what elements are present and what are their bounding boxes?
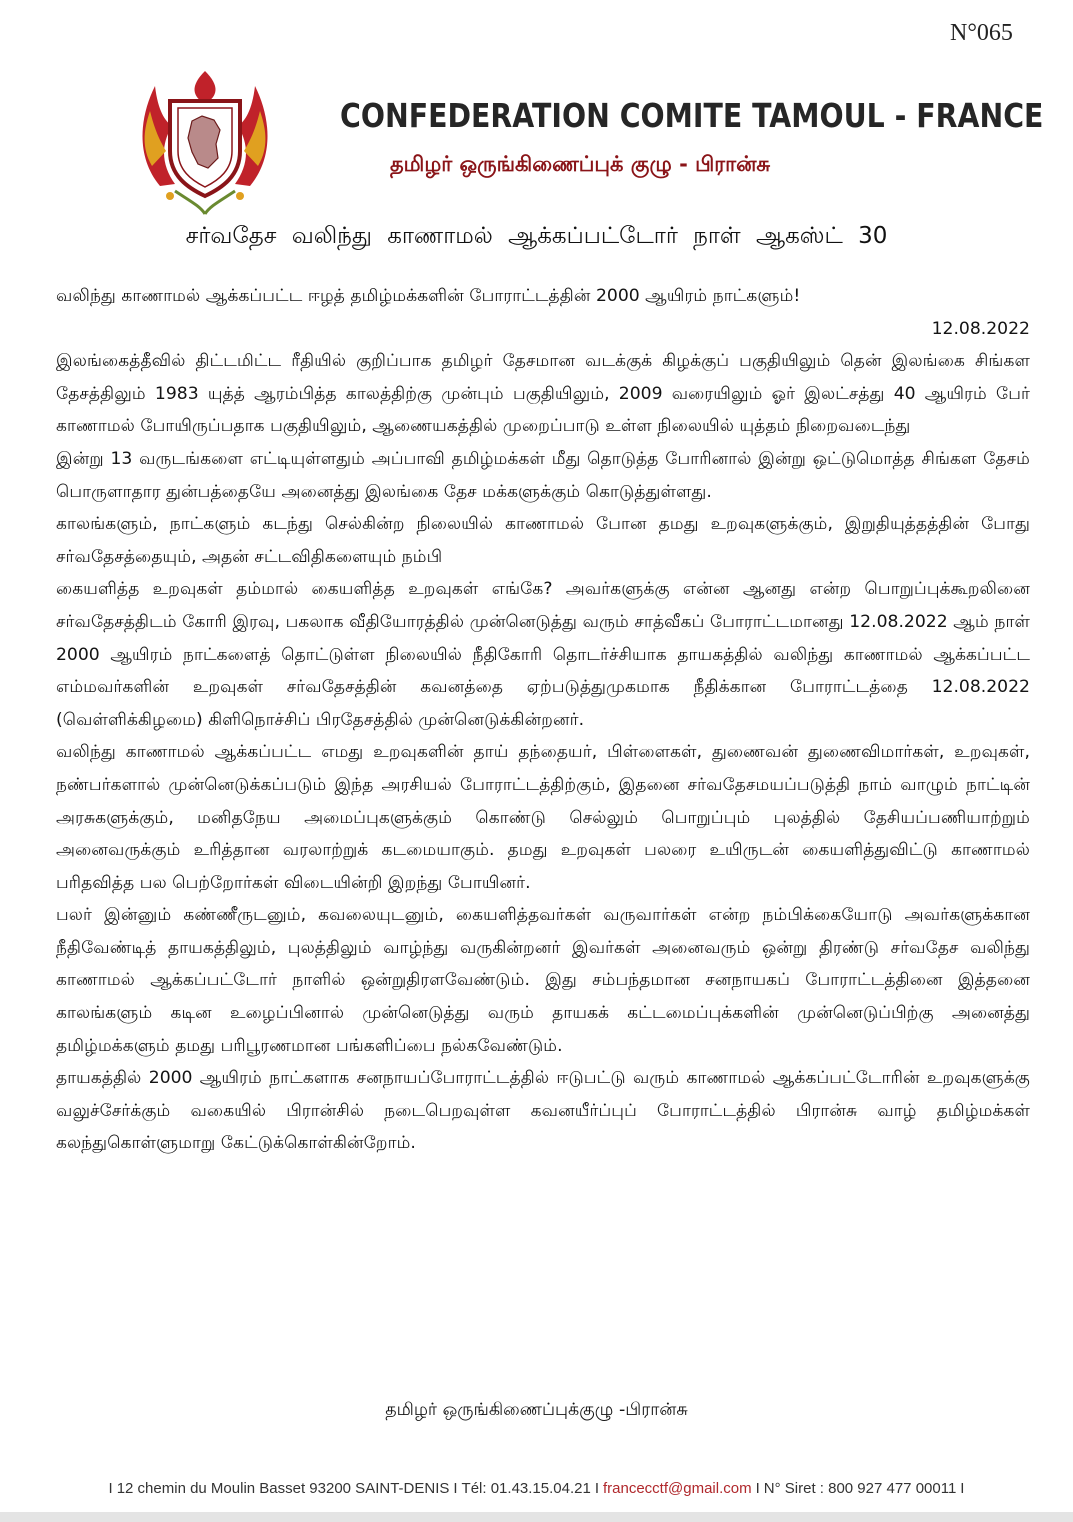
document-date: 12.08.2022: [931, 318, 1030, 339]
paragraph: கையளித்த உறவுகள் தம்மால் கையளித்த உறவுகள் எங்கே? அவர்களுக்கு என்ன ஆனது என்ற பொறுப்புக்கூறலினை சர்வதேசத்திடம் கோரி இரவு, பகலாக வீதியோரத்தில் முன்னெடுத்து வரும் சாத்வீகப் போராட்டமானது 12.08.2022 ஆம் நாள் 2000 ஆயிரம் நாட்களைத் தொட்டுள்ள நிலையில் நீதிகோரி தொடர்ச்சியாக தாயகத்தில் வலிந்து காணாமல் ஆக்கப்பட்ட எம்மவர்களின் உறவுகள் சர்வதேசத்தின் கவனத்தை ஏற்படுத்துமுகமாக நீதிக்கான போராட்டத்தை 12.08.2022 (வெள்ளிக்கிழமை) கிளிநொச்சிப் பிரதேசத்தில் முன்னெடுக்கின்றனர்.: [56, 579, 1030, 730]
footer-address: 12 chemin du Moulin Basset 93200 SAINT-DENIS: [116, 1480, 450, 1497]
paragraph: இலங்கைத்தீவில் திட்டமிட்ட ரீதியில் குறிப்பாக தமிழர் தேசமான வடக்குக் கிழக்குப் பகுதியிலும் தென் இலங்கை சிங்கள தேசத்திலும் 1983 யுத்த் ஆரம்பித்த காலத்திற்கு முன்பும் பகுதியிலும், 2009 வரையிலும் ஓர் இலட்சத்து 40 ஆயிரம் பேர் காணாமல் போயிருப்பதாக பகுதியிலும், ஆணையகத்தில் முறைப்பாடு உள்ள நிலையில் யுத்தம் நிறைவடைந்து: [56, 351, 1030, 437]
footer: I 12 chemin du Moulin Basset 93200 SAINT-DENIS I Tél: 01.43.15.04.21 I francecctf@gmail.com I N° Siret : 800 927 477 00011 I: [108, 1480, 965, 1497]
signature: தமிழர் ஒருங்கிணைப்புக்குழு -பிரான்சு: [385, 1400, 688, 1420]
paragraph: இன்று 13 வருடங்களை எட்டியுள்ளதும் அப்பாவி தமிழ்மக்கள் மீது தொடுத்த போரினால் இன்று ஒட்டுமொத்த சிங்கள தேசம் பொருளாதார துன்பத்தையே அனைத்து இலங்கை தேச மக்களுக்கும் கொடுத்துள்ளது.: [56, 448, 1030, 502]
page-title: சர்வதேச வலிந்து காணாமல் ஆக்கப்பட்டோர் நாள் ஆகஸ்ட் 30: [185, 223, 888, 249]
paragraph: காலங்களும், நாட்களும் கடந்து செல்கின்ற நிலையில் காணாமல் போன தமது உறவுகளுக்கும், இறுதியுத்தத்தின் போது சர்வதேசத்தையும், அதன் சட்டவிதிகளையும் நம்பி: [56, 514, 1030, 567]
organization-name-ta: தமிழர் ஒருங்கிணைப்புக் குழு - பிரான்சு: [390, 152, 771, 176]
paragraph: பலர் இன்னும் கண்ணீருடனும், கவலையுடனும், கையளித்தவர்கள் வருவார்கள் என்ற நம்பிக்கையோடு அவர்களுக்கான நீதிவேண்டித் தாயகத்திலும், புலத்திலும் வாழ்ந்து வருகின்றனர் இவர்கள் அனைவரும் ஒன்று திரண்டு சர்வதேச வலிந்து காணாமல் ஆக்கப்பட்டோர் நாளில் ஒன்றுதிரளவேண்டும். இது சம்பந்தமான சனநாயகப் போராட்டத்தினை இத்தனை காலங்களும் கடின உழைப்பினால் முன்னெடுத்து வரும் தாயகக் கட்டமைப்புக்களின் முன்னெடுப்பிற்கு அனைத்து தமிழ்மக்களும் தமது பரிபூரணமான பங்களிப்பை நல்கவேண்டும்.: [56, 905, 1030, 1056]
page-bottom-edge: [0, 1512, 1073, 1522]
organization-name-en: CONFEDERATION COMITE TAMOUL - FRANCE: [340, 96, 1044, 135]
paragraph: வலிந்து காணாமல் ஆக்கப்பட்ட எமது உறவுகளின் தாய் தந்தையர், பிள்ளைகள், துணைவன் துணைவிமார்கள், உறவுகள், நண்பர்களால் முன்னெடுக்கப்படும் இந்த அரசியல் போராட்டத்திற்கும், இதனை சர்வதேசமயப்படுத்தி நாம் வாழும் நாட்டின் அரசுகளுக்கும், மனிதநேய அமைப்புகளுக்கும் கொண்டு செல்லும் பொறுப்பும் புலத்தில் தேசியப்பணியாற்றும் அனைவருக்கும் உரித்தான வரலாற்றுக் கடமையாகும். தமது உறவுகள் பலரை உயிருடன் கையளித்துவிட்டு காணாமல் பரிதவித்த பல பெற்றோர்கள் விடையின்றி இறந்து போயினர்.: [56, 742, 1030, 893]
document-number: N°065: [950, 20, 1013, 46]
document-body: [56, 280, 1030, 1160]
crest-logo-icon: [130, 66, 280, 216]
footer-phone: Tél: 01.43.15.04.21: [461, 1480, 591, 1497]
paragraph: தாயகத்தில் 2000 ஆயிரம் நாட்களாக சனநாயப்போராட்டத்தில் ஈடுபட்டு வரும் காணாமல் ஆக்கப்பட்டோரின் உறவுகளுக்கு வலுச்சேர்க்கும் வகையில் பிரான்சில் நடைபெறவுள்ள கவனயீர்ப்புப் போராட்டத்தில் பிரான்சு வாழ் தமிழ்மக்கள் கலந்துகொள்ளுமாறு கேட்டுக்கொள்கின்றோம்.: [56, 1068, 1030, 1154]
footer-email-link[interactable]: francecctf@gmail.com: [602, 1480, 752, 1497]
intro-line: வலிந்து காணாமல் ஆக்கப்பட்ட ஈழத் தமிழ்மக்களின் போராட்டத்தின் 2000 ஆயிரம் நாட்களும்!: [56, 286, 801, 306]
footer-siret: N° Siret : 800 927 477 00011: [763, 1480, 957, 1497]
